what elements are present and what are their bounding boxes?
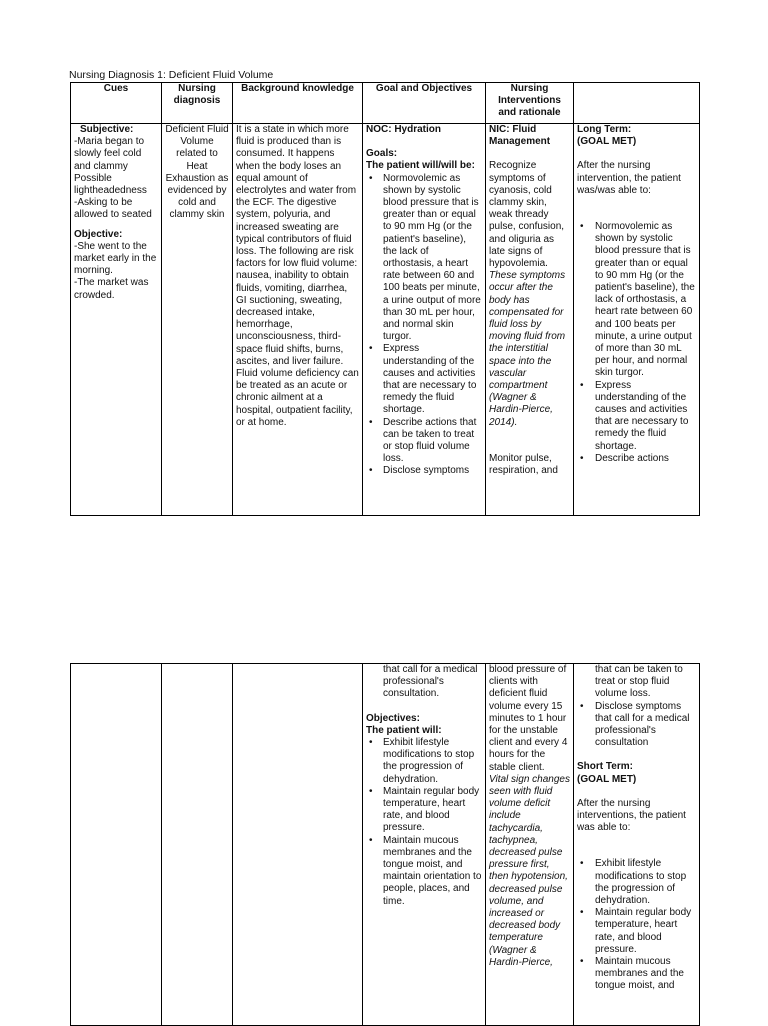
list-item: • Normovolemic as shown by systolic blood pressure that is greater than or equal to 90 mm Hg (or the patient's baseline), the lack of orthostasis, a heart rate between 60 and 100 beats per minute, a urine output of more than 30 mL per hour, and normal skin turgor. <box>366 173 482 344</box>
short-term-label: Short Term: <box>577 761 633 773</box>
intervention-text: Recognize symptoms of cyanosis, cold clammy skin, weak thready pulse, confusion, and oliguria as late signs of hypovolemia. <box>489 160 565 270</box>
list-item: • Disclose symptoms that call for a medical professional's consultation <box>577 701 696 750</box>
goals-continued-text: that call for a medical professional's consultation. <box>383 664 478 700</box>
table-row <box>71 664 700 1026</box>
list-item: • Express understanding of the causes and activities that are necessary to remedy the fluid shortage. <box>366 343 482 416</box>
table-header-row <box>71 83 700 124</box>
goals-label: Goals: <box>366 148 398 160</box>
list-item: • Express understanding of the causes and activities that are necessary to remedy the fluid shortage. <box>577 380 696 453</box>
header-nursing-diagnosis: Nursing diagnosis <box>162 83 233 124</box>
care-plan-table-page-2 <box>70 663 700 1026</box>
cell-goal-and-objectives <box>363 124 486 516</box>
objective-line: -The market was crowded. <box>74 277 149 301</box>
care-plan-table-page-1 <box>70 82 700 516</box>
table-row <box>71 124 700 516</box>
header-evaluation <box>574 83 700 124</box>
header-nursing-interventions: Nursing Interventions and rationale <box>486 83 574 124</box>
evaluation-continued-text: that can be taken to treat or stop fluid volume loss. <box>595 664 683 700</box>
document-title: Nursing Diagnosis 1: Deficient Fluid Volume <box>69 69 274 81</box>
rationale-text: Vital sign changes seen with fluid volume deficit include tachycardia, tachypnea, decreased pulse pressure first, then hypotension, decreased pulse volume, and increased or decreased body temperature (Wagner & Hardin-Pierce, <box>489 773 570 968</box>
diagnosis-text: Deficient Fluid Volume related to Heat Exhaustion as evidenced by cold and clammy skin <box>165 124 229 221</box>
evaluation-intro: After the nursing intervention, the patient was/was able to: <box>577 160 681 196</box>
cell-cues <box>71 124 162 516</box>
list-item: • Maintain mucous membranes and the tongue moist, and <box>577 956 696 993</box>
cell-background-knowledge <box>233 124 363 516</box>
will-label: The patient will: <box>366 724 442 736</box>
subjective-line: Possible lightheadedness <box>74 172 147 197</box>
cell-cues <box>71 664 162 1026</box>
header-cues: Cues <box>71 83 162 124</box>
noc-label: NOC: Hydration <box>366 124 441 135</box>
rationale-text: These symptoms occur after the body has compensated for fluid loss by moving fluid from the interstitial space into the vascular compartment (Wagner & Hardin-Pierce, 2014). <box>489 270 566 428</box>
list-item: • Describe actions that can be taken to treat or stop fluid volume loss. <box>366 417 482 466</box>
objective-line: -She went to the market early in the morning. <box>74 240 157 277</box>
objectives-label: Objectives: <box>366 712 420 724</box>
evaluation-list <box>577 221 696 465</box>
list-item: • Maintain regular body temperature, heart rate, and blood pressure. <box>577 907 696 956</box>
will-label: The patient will/will be: <box>366 160 475 172</box>
cell-nursing-diagnosis <box>162 664 233 1026</box>
nic-label: NIC: Fluid Management <box>489 124 551 148</box>
list-item: • Maintain regular body temperature, heart rate, and blood pressure. <box>366 786 482 835</box>
goal-met-label: (GOAL MET) <box>577 773 637 785</box>
cell-goal-and-objectives <box>363 664 486 1026</box>
goal-met-label: (GOAL MET) <box>577 136 637 148</box>
cell-background-knowledge <box>233 664 363 1026</box>
subjective-line: -Asking to be allowed to seated <box>74 197 152 221</box>
list-item: • Normovolemic as shown by systolic blood pressure that is greater than or equal to 90 mm Hg (or the patient's baseline), the lack of orthostasis, a heart rate between 60 and 100 beats per minute, a urine output of more than 30 mL per hour, and normal skin turgor. <box>577 221 696 380</box>
goals-list <box>366 173 482 478</box>
objective-label: Objective: <box>74 228 123 240</box>
cell-evaluation <box>574 124 700 516</box>
intervention-text: Monitor pulse, respiration, and <box>489 452 558 477</box>
subjective-label: Subjective: <box>80 124 134 135</box>
header-goal-and-objectives: Goal and Objectives <box>363 83 486 124</box>
cell-nursing-interventions <box>486 124 574 516</box>
cell-evaluation <box>574 664 700 1026</box>
list-item: • Maintain mucous membranes and the tongue moist, and maintain orientation to people, places, and time. <box>366 835 482 908</box>
evaluation-continued-list <box>577 701 696 750</box>
intervention-text: blood pressure of clients with deficient fluid volume every 15 minutes to 1 hour for the unstable client and every 4 hours for the stable client. <box>489 664 568 773</box>
cell-nursing-interventions <box>486 664 574 1026</box>
header-background-knowledge: Background knowledge <box>233 83 363 124</box>
list-item: • Exhibit lifestyle modifications to stop the progression of dehydration. <box>577 858 696 907</box>
list-item: • Disclose symptoms <box>366 465 482 477</box>
list-item: • Exhibit lifestyle modifications to stop the progression of dehydration. <box>366 737 482 786</box>
subjective-line: -Maria began to slowly feel cold and clammy <box>74 136 145 172</box>
evaluation-intro: After the nursing interventions, the patient was able to: <box>577 797 686 834</box>
objectives-list <box>366 737 482 908</box>
background-text: It is a state in which more fluid is produced than is consumed. It happens when the body loses an equal amount of electrolytes and water from the ECF. The digestive system, polyuria, and increased sweating are typical contributors of fluid loss. The following are risk factors for low fluid volume: nausea, inability to obtain fluids, vomiting, diarrhea, GI suctioning, sweating, decreased intake, hemorrhage, unconsciousness, third-space fluid shifts, burns, ascites, and liver failure. Fluid volume deficiency can be treated as an acute or chronic ailment at a hospital, outpatient facility, or at home. <box>236 124 359 428</box>
long-term-label: Long Term: <box>577 124 632 135</box>
list-item: • Describe actions <box>577 453 696 465</box>
cell-nursing-diagnosis <box>162 124 233 516</box>
evaluation-list <box>577 858 696 992</box>
